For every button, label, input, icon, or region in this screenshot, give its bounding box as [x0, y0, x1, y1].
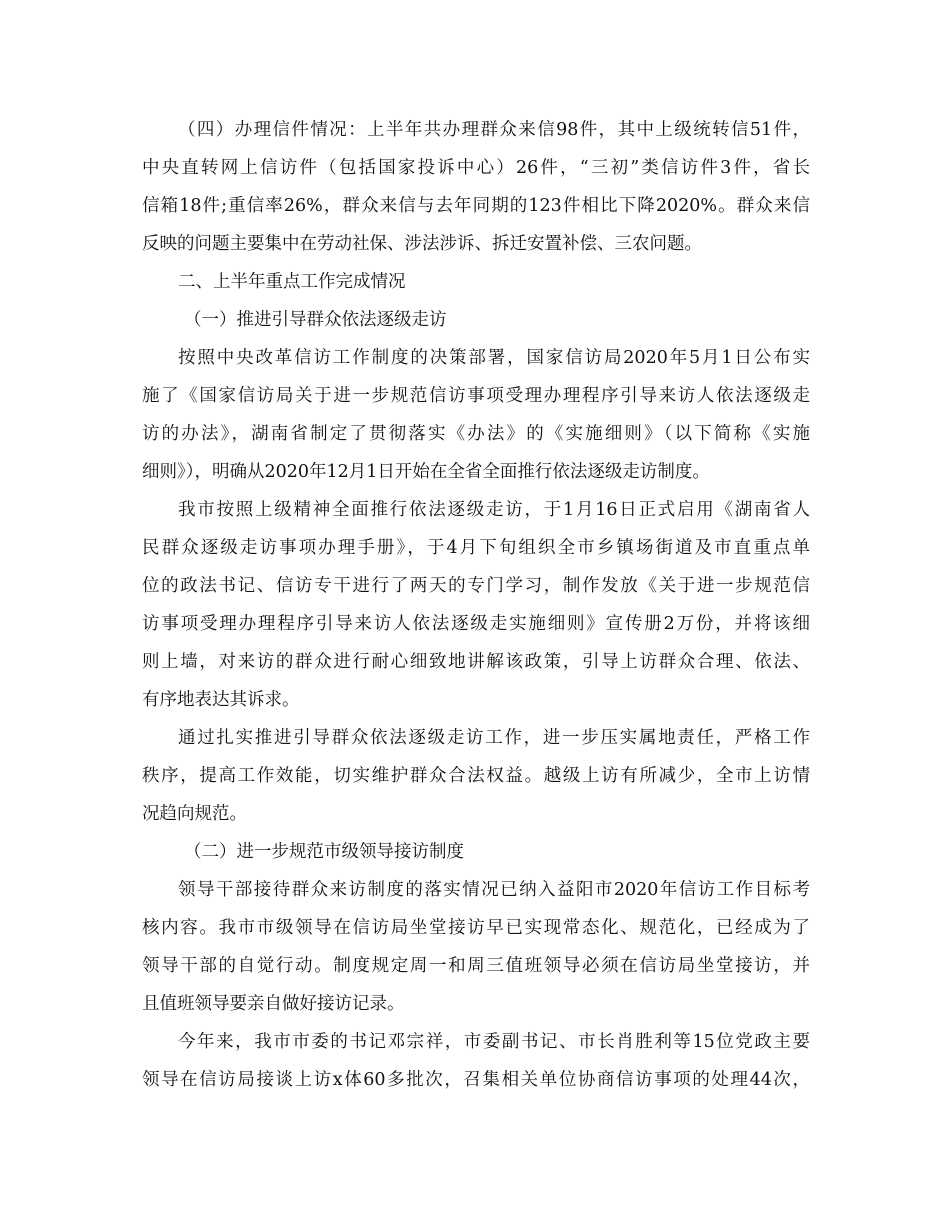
paragraph-line: 位的政法书记、信访专干进行了两天的专门学习，制作发放《关于进一步规范信: [142, 576, 810, 596]
paragraph-line: 秩序，提高工作效能，切实维护群众合法权益。越级上访有所减少，全市上访情: [142, 766, 810, 786]
paragraph-line: 领导在信访局接谈上访x体60多批次，召集相关单位协商信访事项的处理44次，: [142, 1070, 810, 1090]
paragraph-line: 且值班领导要亲自做好接访记录。: [142, 994, 405, 1014]
paragraph-line: 民群众逐级走访事项办理手册》，于4月下旬组织全市乡镇场街道及市直重点单: [142, 538, 810, 558]
paragraph-line: 况趋向规范。: [142, 804, 247, 824]
paragraph-line: 领导干部的自觉行动。制度规定周一和周三值班领导必须在信访局坐堂接访，并: [142, 956, 810, 976]
paragraph-line: 则上墙，对来访的群众进行耐心细致地讲解该政策，引导上访群众合理、依法、: [142, 652, 810, 672]
paragraph-line: 访事项受理办理程序引导来访人依法逐级走实施细则》宣传册2万份，并将该细: [142, 614, 810, 634]
paragraph-line: 有序地表达其诉求。: [142, 690, 300, 710]
section-heading: 二、上半年重点工作完成情况: [178, 272, 406, 292]
document-body: [142, 111, 810, 1099]
paragraph-line: 信箱18件;重信率26%，群众来信与去年同期的123件相比下降2020%。群众来信: [142, 196, 810, 216]
paragraph-line: 细则》），明确从2020年12月1日开始在全省全面推行依法逐级走访制度。: [142, 462, 710, 482]
paragraph-line: （四）办理信件情况：上半年共办理群众来信98件，其中上级统转信51件，: [178, 120, 810, 140]
paragraph-line: 核内容。我市市级领导在信访局坐堂接访早已实现常态化、规范化，已经成为了: [142, 918, 810, 938]
paragraph-line: 访的办法》，湖南省制定了贯彻落实《办法》的《实施细则》（以下简称《实施: [142, 424, 810, 444]
paragraph-line: 施了《国家信访局关于进一步规范信访事项受理办理程序引导来访人依法逐级走: [142, 386, 810, 406]
paragraph-line: 按照中央改革信访工作制度的决策部署，国家信访局2020年5月1日公布实: [178, 348, 810, 368]
paragraph-line: 反映的问题主要集中在劳动社保、涉法涉诉、拆迁安置补偿、三农问题。: [142, 234, 702, 254]
paragraph-line: 领导干部接待群众来访制度的落实情况已纳入益阳市2020年信访工作目标考: [178, 880, 810, 900]
paragraph-line: 我市按照上级精神全面推行依法逐级走访，于1月16日正式启用《湖南省人: [178, 500, 810, 520]
paragraph-line: 今年来，我市市委的书记邓宗祥，市委副书记、市长肖胜利等15位党政主要: [178, 1032, 810, 1052]
paragraph-line: 通过扎实推进引导群众依法逐级走访工作，进一步压实属地责任，严格工作: [178, 728, 810, 748]
paragraph-line: 中央直转网上信访件（包括国家投诉中心）26件，“三初”类信访件3件，省长: [142, 158, 810, 178]
subsection-heading: （二）进一步规范市级领导接访制度: [184, 842, 464, 862]
subsection-heading: （一）推进引导群众依法逐级走访: [184, 310, 447, 330]
